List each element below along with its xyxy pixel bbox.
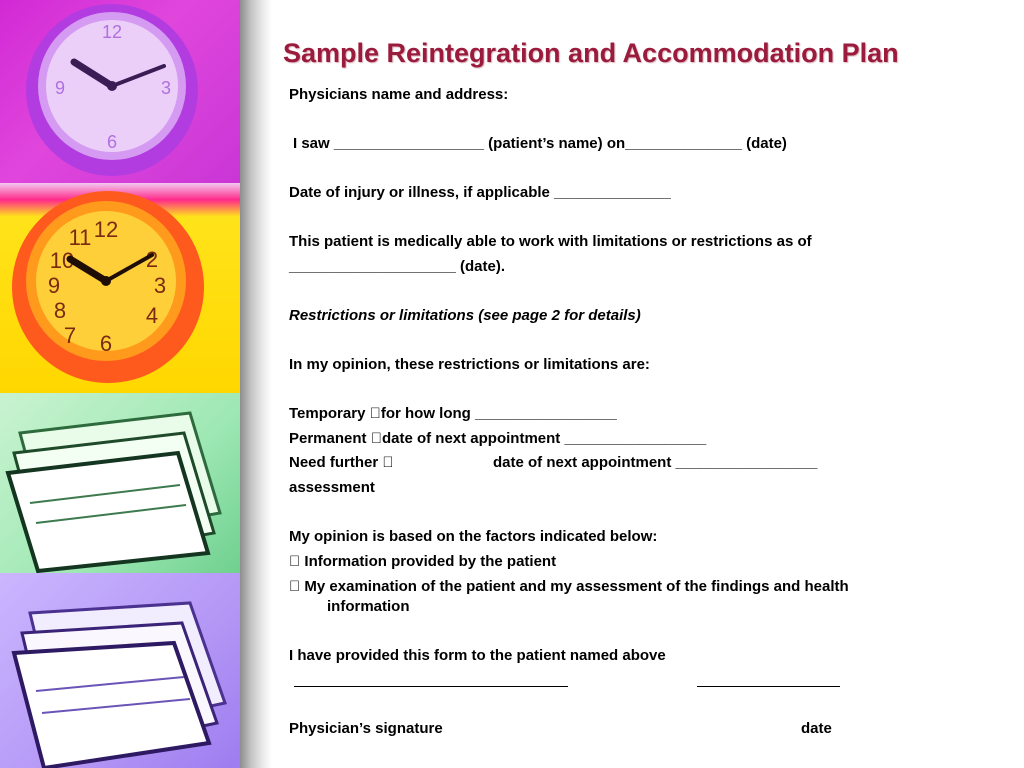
restrictions-heading: Restrictions or limitations (see page 2 for details) <box>289 307 641 324</box>
svg-text:9: 9 <box>54 78 66 98</box>
factor-patient-info:   Information provided by the patient <box>289 553 557 570</box>
factor-examination-cont: information <box>327 598 410 615</box>
physicians-name-label: Physicians name and address: <box>289 86 509 103</box>
strip-shadow <box>240 0 272 768</box>
left-image-strip <box>0 0 240 768</box>
svg-text:2: 2 <box>145 247 159 272</box>
physician-signature-label: Physician’s signature <box>289 720 443 737</box>
orange-clock-icon <box>0 183 240 393</box>
svg-text:8: 8 <box>53 298 67 323</box>
svg-text:9: 9 <box>47 273 61 298</box>
svg-text:12: 12 <box>93 217 119 242</box>
date-blank <box>697 686 840 687</box>
svg-text:3: 3 <box>153 273 167 298</box>
assessment-label: assessment <box>289 479 375 496</box>
svg-text:6: 6 <box>106 132 118 152</box>
need-further-date-line: date of next appointment _________________ <box>493 454 818 471</box>
green-papers-icon <box>0 393 240 573</box>
signature-blank <box>294 686 568 687</box>
violet-papers-image <box>0 573 240 768</box>
orange-clock-image <box>0 183 240 393</box>
based-on-line: My opinion is based on the factors indicated below: <box>289 528 658 545</box>
page-title: Sample Reintegration and Accommodation Plan <box>283 38 899 68</box>
i-saw-line: I saw __________________ (patient’s name) on______________ (date) <box>293 135 787 152</box>
purple-clock-image <box>0 0 240 183</box>
date-label: date <box>801 720 832 737</box>
permanent-option: Permanent  date of next appointment _________________ <box>289 430 707 447</box>
purple-clock-icon <box>0 0 240 183</box>
medically-able-date-line: ____________________ (date). <box>289 258 506 275</box>
svg-text:10: 10 <box>49 248 75 273</box>
factor-examination-text:   My examination of the patient and my assessment of the findings and health <box>289 578 849 595</box>
svg-text:3: 3 <box>160 78 172 98</box>
need-further-option: Need further   <box>289 454 394 471</box>
provided-form-line: I have provided this form to the patient named above <box>289 647 666 664</box>
svg-text:6: 6 <box>99 331 113 356</box>
violet-papers-icon <box>0 573 240 768</box>
svg-text:7: 7 <box>63 323 77 348</box>
svg-text:12: 12 <box>101 22 123 42</box>
date-of-injury-line: Date of injury or illness, if applicable ______________ <box>289 184 671 201</box>
svg-text:4: 4 <box>145 303 159 328</box>
temporary-option: Temporary  for how long _________________ <box>289 405 617 422</box>
svg-text:11: 11 <box>68 225 92 250</box>
opinion-line: In my opinion, these restrictions or limitations are: <box>289 356 650 373</box>
factor-examination <box>289 577 949 617</box>
medically-able-line: This patient is medically able to work with limitations or restrictions as of <box>289 233 812 250</box>
green-papers-image <box>0 393 240 573</box>
